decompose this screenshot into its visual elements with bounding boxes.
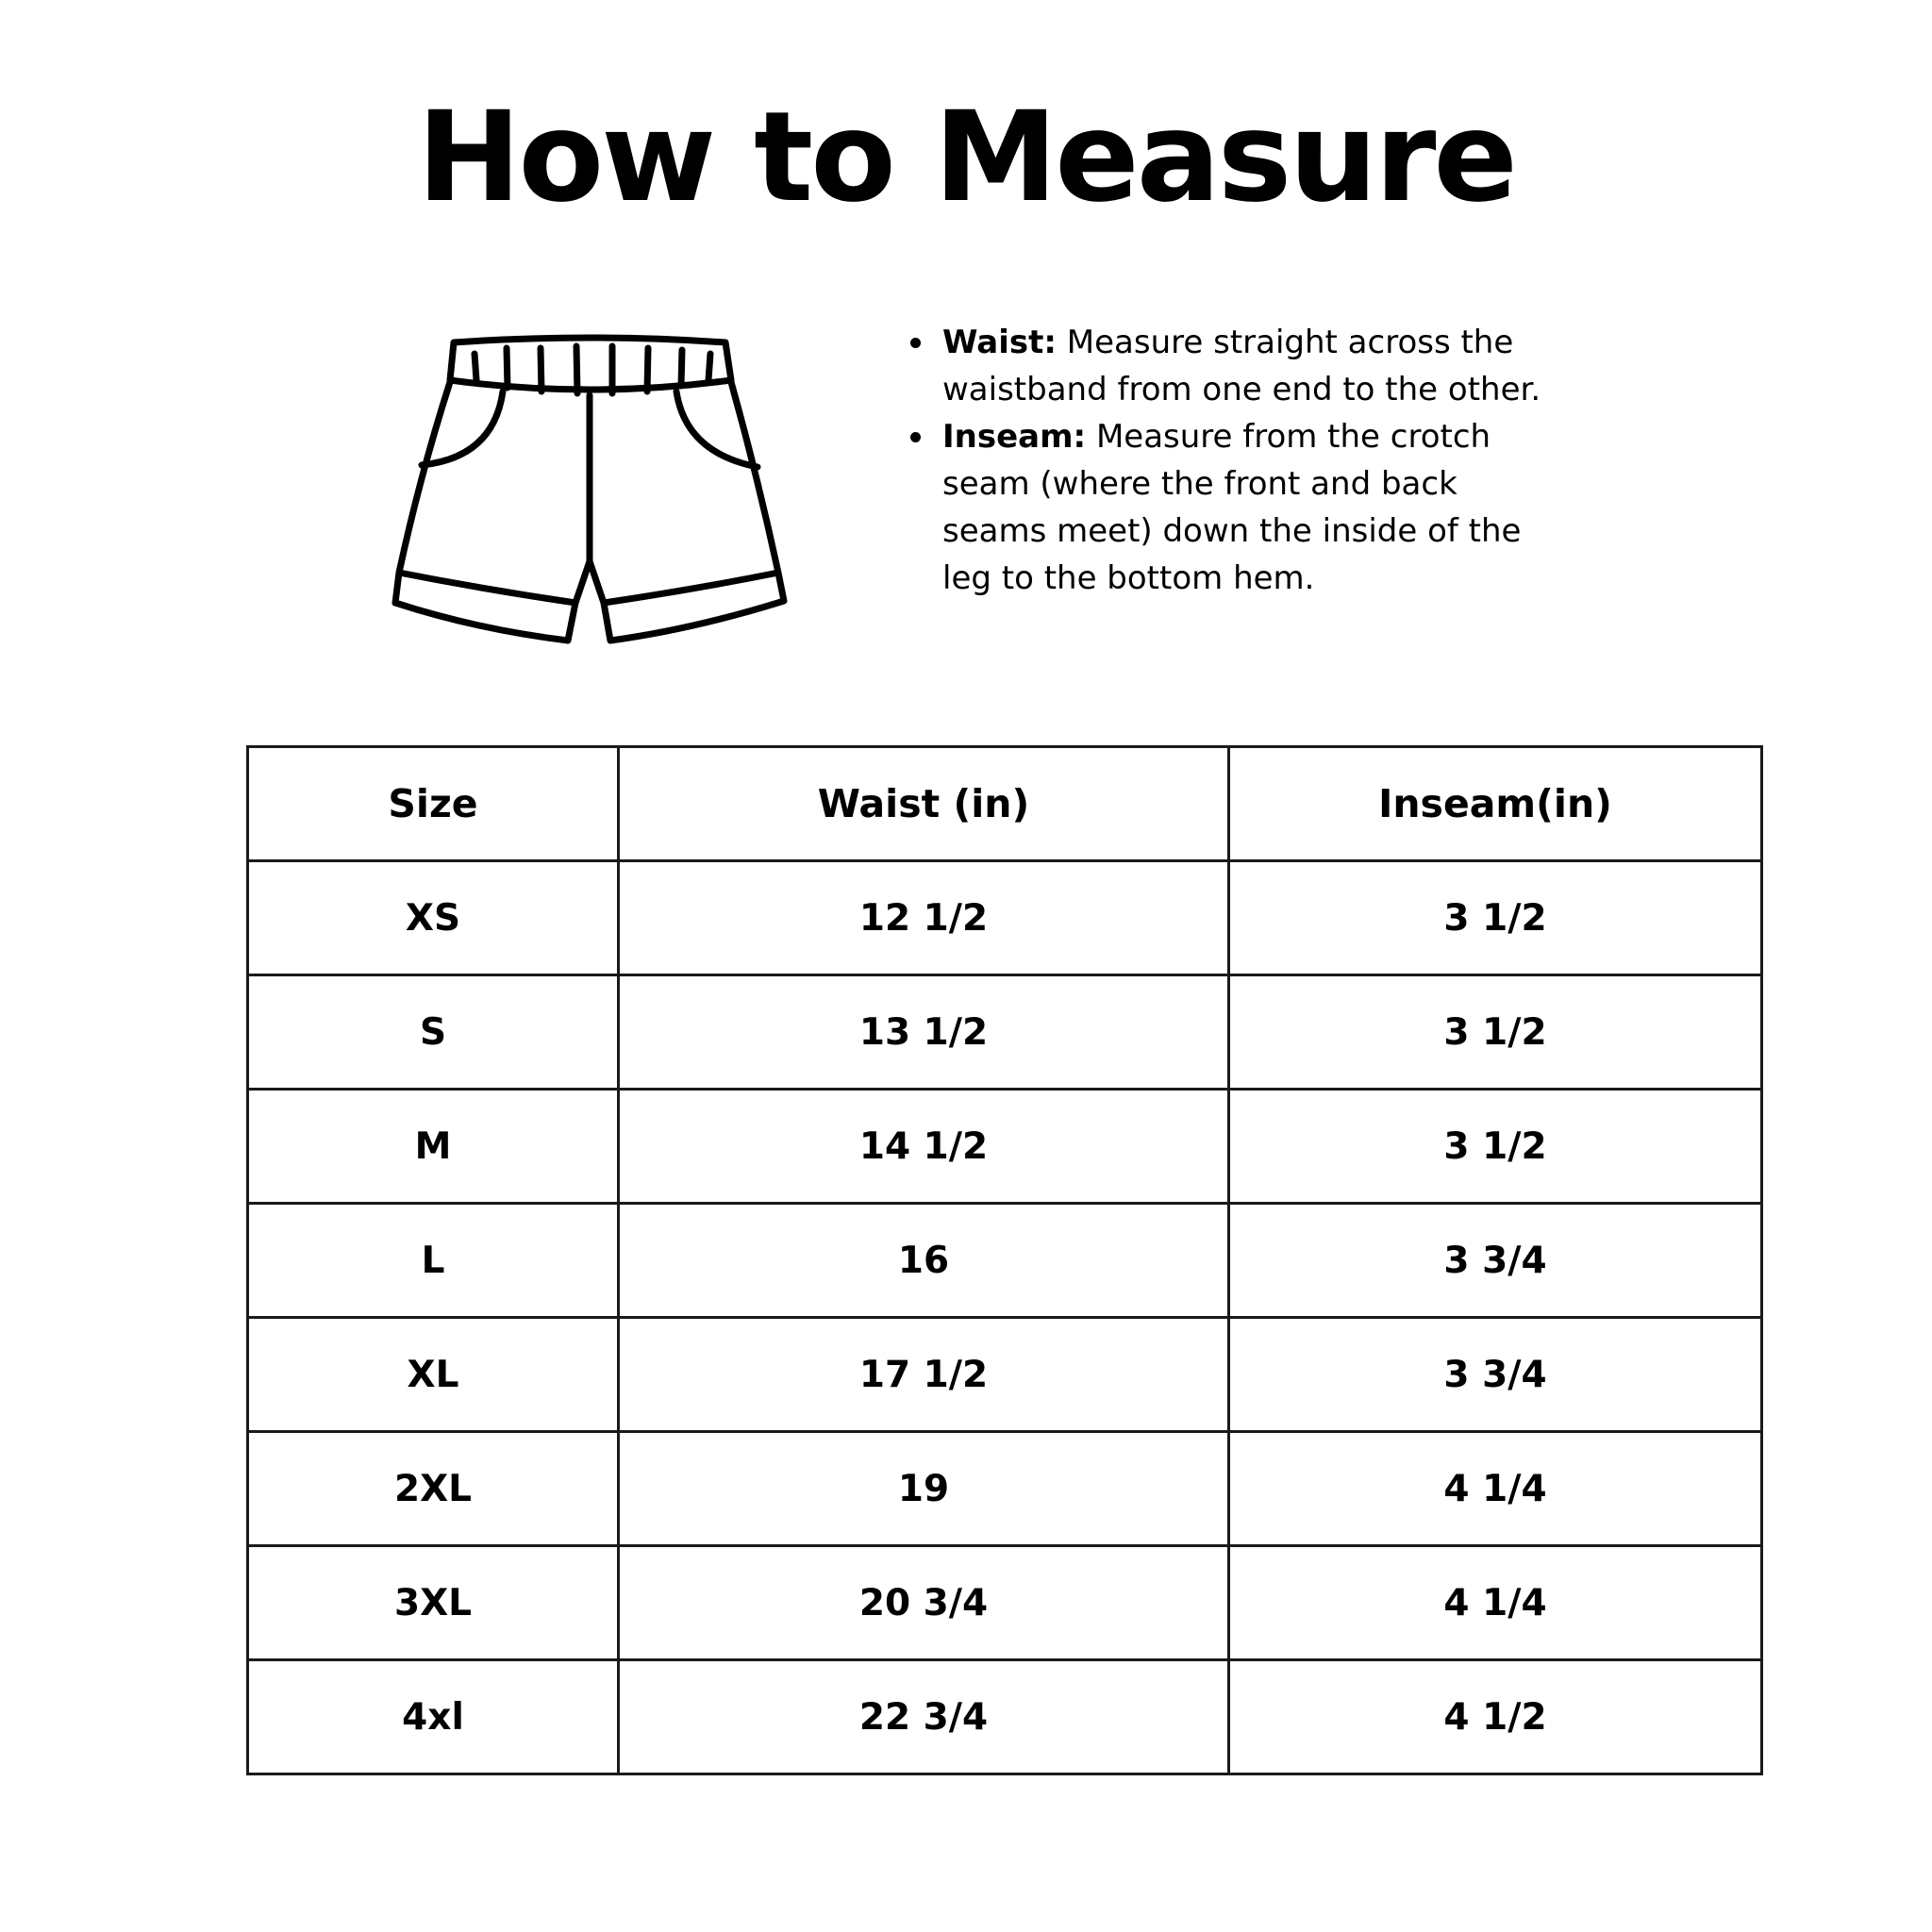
inseam-cell: 4 1/4 [1229,1546,1762,1660]
waist-cell: 17 1/2 [619,1318,1229,1432]
inseam-cell: 3 1/2 [1229,1090,1762,1204]
table-row [248,1318,1762,1432]
table-row [248,1546,1762,1660]
instruction-text: Measure from the crotch seam (where the front and back seams meet) down the inside of the leg to the bottom hem. [942,418,1522,597]
waist-cell: 13 1/2 [619,975,1229,1090]
header-waist: Waist (in) [619,747,1229,861]
measurement-instructions [906,319,1566,602]
inseam-cell: 3 3/4 [1229,1318,1762,1432]
size-cell: XS [248,861,619,975]
waist-cell: 19 [619,1432,1229,1546]
instruction-term: Inseam: [942,418,1087,456]
table-row [248,861,1762,975]
size-cell: M [248,1090,619,1204]
size-cell: XL [248,1318,619,1432]
inseam-cell: 3 3/4 [1229,1204,1762,1318]
inseam-cell: 4 1/4 [1229,1432,1762,1546]
size-cell: 3XL [248,1546,619,1660]
inseam-cell: 3 1/2 [1229,975,1762,1090]
table-header-row [248,747,1762,861]
page-title: How to Measure [417,85,1515,230]
size-cell: L [248,1204,619,1318]
size-chart-table [246,745,1763,1775]
inseam-cell: 3 1/2 [1229,861,1762,975]
waist-cell: 16 [619,1204,1229,1318]
inseam-cell: 4 1/2 [1229,1660,1762,1774]
shorts-icon [382,325,797,646]
table-row [248,975,1762,1090]
waist-cell: 20 3/4 [619,1546,1229,1660]
table-row [248,1660,1762,1774]
instruction-inseam [906,413,1566,602]
instruction-text: Measure straight across the waistband from one end to the other. [942,324,1541,408]
size-cell: 2XL [248,1432,619,1546]
header-inseam: Inseam(in) [1229,747,1762,861]
table-row [248,1432,1762,1546]
waist-cell: 14 1/2 [619,1090,1229,1204]
instruction-waist [906,319,1566,413]
size-cell: 4xl [248,1660,619,1774]
header-size: Size [248,747,619,861]
table-row [248,1090,1762,1204]
size-cell: S [248,975,619,1090]
instruction-term: Waist: [942,324,1057,361]
waist-cell: 22 3/4 [619,1660,1229,1774]
table-row [248,1204,1762,1318]
waist-cell: 12 1/2 [619,861,1229,975]
